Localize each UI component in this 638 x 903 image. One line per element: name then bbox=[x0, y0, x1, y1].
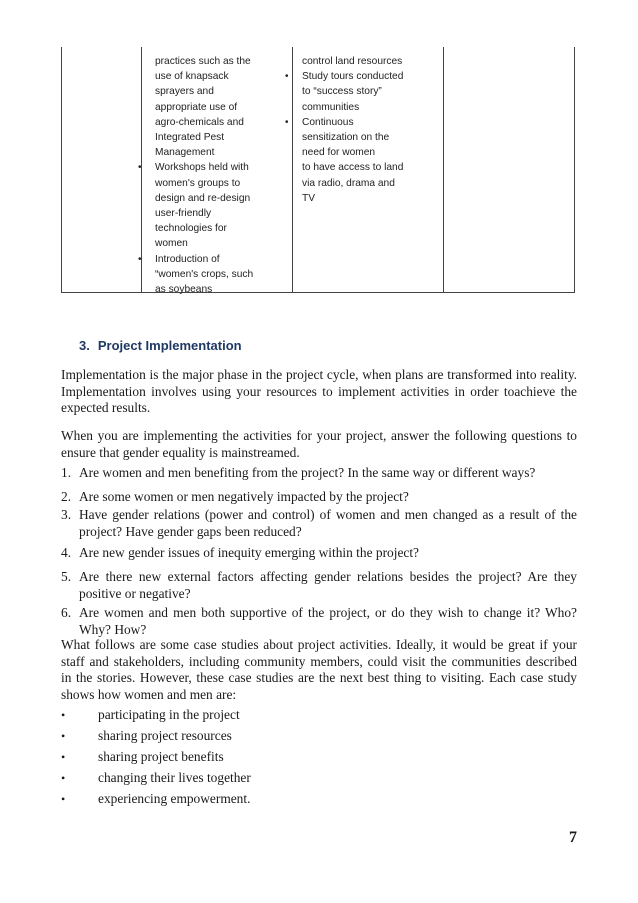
table-text: design and re-design bbox=[155, 192, 251, 204]
table-text: use of knapsack bbox=[155, 71, 229, 83]
table-text: Introduction of bbox=[155, 253, 220, 265]
paragraph-line: in the stories. However, these case studies are the next best thing to visiting. Each case study bbox=[61, 670, 577, 685]
bullet-icon: • bbox=[61, 708, 66, 722]
case-studies-paragraph bbox=[61, 637, 577, 703]
table-column-divider bbox=[292, 47, 293, 292]
bullet-icon: • bbox=[61, 792, 66, 806]
bullet-icon: • bbox=[138, 253, 142, 265]
paragraph-line: When you are implementing the activities for your project, answer the following questions to bbox=[61, 428, 577, 443]
table-text: Study tours conducted bbox=[302, 71, 404, 83]
section-heading bbox=[79, 338, 242, 353]
question-text: positive or negative? bbox=[79, 585, 191, 601]
paragraph-line: Implementation involves using your resources to implement activities in order toachieve the bbox=[61, 383, 577, 399]
page-number: 7 bbox=[569, 829, 577, 846]
table-text: as soybeans bbox=[155, 284, 213, 296]
table-text: user-friendly bbox=[155, 208, 212, 220]
question-text: Are some women or men negatively impacted by the project? bbox=[79, 489, 409, 504]
question-text: Are women and men both supportive of the project, or do they wish to change it? Who? bbox=[79, 605, 577, 620]
bullet-text: participating in the project bbox=[98, 707, 240, 722]
table-text: need for women bbox=[302, 147, 376, 159]
table-text: sensitization on the bbox=[302, 132, 390, 144]
table-text-line bbox=[155, 84, 290, 99]
table-text-line bbox=[302, 191, 442, 206]
paragraph-line: staff and stakeholders, including community members, could visit the communities described bbox=[61, 653, 577, 669]
continued-table bbox=[61, 47, 575, 296]
table-text-line bbox=[155, 236, 290, 251]
question-text: Why? How? bbox=[79, 621, 147, 637]
intro-paragraph bbox=[61, 367, 577, 417]
bullet-icon: • bbox=[61, 729, 66, 743]
table-text-line bbox=[302, 176, 442, 191]
bullet-text: sharing project resources bbox=[98, 728, 232, 743]
table-text-line bbox=[155, 282, 290, 297]
questions-lead-paragraph bbox=[61, 428, 577, 461]
table-bullet-line bbox=[138, 252, 290, 267]
bullet-icon: • bbox=[138, 162, 142, 174]
table-text: women's groups to bbox=[155, 177, 241, 189]
table-text: communities bbox=[302, 101, 360, 113]
table-text: women bbox=[155, 238, 188, 250]
table-text-line bbox=[155, 221, 290, 236]
table-text: Continuous bbox=[302, 116, 354, 128]
paragraph-line: expected results. bbox=[61, 400, 151, 415]
table-text-line bbox=[302, 100, 442, 115]
paragraph-line: shows how women and men are: bbox=[61, 686, 237, 702]
table-text-line bbox=[155, 176, 290, 191]
paragraph-line: Implementation is the major phase in the project cycle, when plans are transformed into reality. bbox=[61, 367, 577, 382]
table-bullet-line bbox=[285, 69, 442, 84]
question-number: 1. bbox=[61, 465, 72, 480]
question-text: project? Have gender gaps been reduced? bbox=[79, 523, 302, 539]
table-text: Management bbox=[155, 147, 215, 159]
bullet-text: sharing project benefits bbox=[98, 749, 224, 764]
table-text: agro-chemicals and bbox=[155, 116, 244, 128]
table-bullet-line bbox=[138, 160, 290, 175]
question-number: 3. bbox=[61, 507, 72, 522]
table-text: Workshops held with bbox=[155, 162, 249, 174]
table-bullet-line bbox=[285, 115, 442, 130]
bullet-text: experiencing empowerment. bbox=[98, 791, 251, 806]
bullet-icon: • bbox=[61, 771, 66, 785]
table-text-line bbox=[155, 130, 290, 145]
section-title: Project Implementation bbox=[97, 338, 242, 353]
table-text-line bbox=[302, 54, 442, 69]
table-text: TV bbox=[302, 192, 316, 204]
table-text: via radio, drama and bbox=[302, 177, 395, 189]
table-text-line bbox=[155, 69, 290, 84]
bullet-icon: • bbox=[285, 71, 289, 83]
table-text-line bbox=[155, 54, 290, 69]
table-text-line bbox=[302, 130, 442, 145]
paragraph-line: What follows are some case studies about project activities. Ideally, it would be great if your bbox=[61, 637, 577, 652]
table-text-line bbox=[302, 160, 442, 175]
table-cell-actions bbox=[285, 54, 442, 206]
table-text-line bbox=[155, 115, 290, 130]
table-text-line bbox=[155, 206, 290, 221]
section-number: 3. bbox=[79, 338, 90, 353]
bullet-icon: • bbox=[285, 116, 289, 128]
table-text: to “success story” bbox=[302, 86, 382, 98]
question-text: Are there new external factors affecting gender relations besides the project? Are they bbox=[79, 569, 577, 584]
table-text-line bbox=[302, 145, 442, 160]
table-text-line bbox=[302, 84, 442, 99]
bullet-text: changing their lives together bbox=[98, 770, 251, 785]
question-number: 6. bbox=[61, 605, 72, 620]
paragraph-line: ensure that gender equality is mainstreamed. bbox=[61, 444, 300, 460]
table-text-line bbox=[155, 267, 290, 282]
question-text: Have gender relations (power and control) of women and men changed as a result of the bbox=[79, 507, 577, 522]
table-text-line bbox=[155, 191, 290, 206]
table-cell-activities bbox=[138, 54, 290, 297]
bullet-icon: • bbox=[61, 750, 66, 764]
table-text: control land resources bbox=[302, 56, 403, 67]
table-text-line bbox=[155, 145, 290, 160]
table-text-line bbox=[155, 100, 290, 115]
table-text: appropriate use of bbox=[155, 101, 238, 113]
table-text: “women's crops, such bbox=[155, 268, 254, 280]
question-text: Are new gender issues of inequity emerging within the project? bbox=[79, 545, 420, 560]
table-column-divider bbox=[443, 47, 444, 292]
table-text: practices such as the bbox=[155, 56, 251, 67]
question-number: 4. bbox=[61, 545, 72, 560]
table-text: to have access to land bbox=[302, 162, 404, 174]
table-text: technologies for bbox=[155, 223, 227, 235]
table-text: Integrated Pest bbox=[155, 132, 225, 144]
question-number: 2. bbox=[61, 489, 72, 504]
table-text: sprayers and bbox=[155, 86, 214, 98]
question-text: Are women and men benefiting from the project? In the same way or different ways? bbox=[79, 465, 536, 480]
question-number: 5. bbox=[61, 569, 72, 584]
